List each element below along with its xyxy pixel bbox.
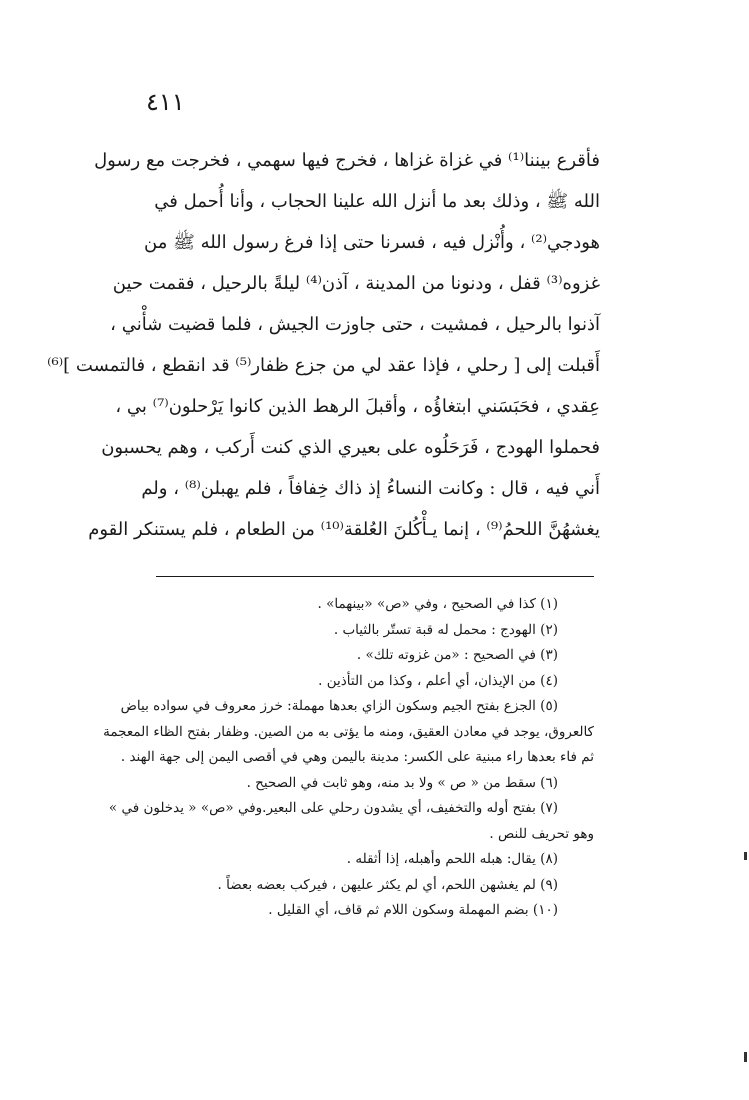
body-line: عِقدي ، فحَبَسَني ابتغاؤُه ، وأقبلَ الرهط الذين كانوا يَرْحلون⁽⁷⁾ بي ، xyxy=(115,396,600,417)
footnotes xyxy=(103,592,594,924)
body-line: الله ﷺ ، وذلك بعد ما أنزل الله علينا الحجاب ، وأنا أُحمل في xyxy=(154,191,600,212)
body-line: فحملوا الهودج ، فَرَحَلُوه على بعيري الذي كنت أَركب ، وهم يحسبون xyxy=(101,437,600,458)
body-line: أَقبلت إلى [ رحلي ، فإذا عقد لي من جزع ظفار⁽⁵⁾ قد انقطع ، فالتمست ]⁽⁶⁾ xyxy=(47,355,600,376)
footnote-line: (٩) لم يغشهن اللحم، أي لم يكثر عليهن ، فيركب بعضه بعضاً . xyxy=(217,876,558,893)
body-line: يغشهُنَّ اللحمُ⁽⁹⁾ ، إنما يـأْكُلنَ العُلقة⁽¹⁰⁾ من الطعام ، فلم يستنكر القوم xyxy=(88,519,600,540)
body-line: فأقرع بيننا⁽¹⁾ في غزاة غزاها ، فخرج فيها سهمي ، فخرجت مع رسول xyxy=(94,150,600,171)
body-text xyxy=(47,140,600,550)
footnote-line: (٦) سقط من « ص » ولا بد منه، وهو ثابت في الصحيح . xyxy=(246,774,558,791)
footnote-line: (١) كذا في الصحيح ، وفي «ص» «بينهما» . xyxy=(317,596,558,612)
footnote-divider xyxy=(156,576,594,577)
page-number: ٤١١ xyxy=(146,88,185,116)
body-line: أَني فيه ، قال : وكانت النساءُ إذ ذاك خِفافاً ، فلم يهبلن⁽⁸⁾ ، ولم xyxy=(141,478,600,499)
scan-mark xyxy=(744,852,747,860)
footnote-line: (١٠) بضم المهملة وسكون اللام ثم قاف، أي القليل . xyxy=(268,902,558,918)
body-line: هودجي⁽²⁾ ، وأُنْزل فيه ، فسرنا حتى إذا فرغ رسول الله ﷺ من xyxy=(144,232,600,253)
footnote-line: ثم فاء بعدها راء مبنية على الكسر: مدينة باليمن وهي في أقصى اليمن إلى جهة الهند . xyxy=(120,749,594,765)
body-line: غزوه⁽³⁾ قفل ، ودنونا من المدينة ، آذن⁽⁴⁾ ليلةً بالرحيل ، فقمت حين xyxy=(112,273,600,294)
footnote-line: وهو تحريف للنص . xyxy=(489,825,594,842)
footnote-line: (٤) من الإيذان، أي أعلم ، وكذا من التأذين . xyxy=(318,672,558,689)
scan-mark xyxy=(744,1052,747,1062)
footnote-line: (٥) الجزع بفتح الجيم وسكون الزاي بعدها مهملة: خرز معروف في سواده بياض xyxy=(120,698,558,714)
footnote-line: (٣) في الصحيح : «من غزوته تلك» . xyxy=(356,647,558,663)
footnote-line: (٧) بفتح أوله والتخفيف، أي يشدون رحلي على البعير.وفي «ص» « يدخلون في » xyxy=(108,800,558,816)
footnote-line: (٢) الهودج : محمل له قبة تستّر بالثياب . xyxy=(333,621,558,638)
footnote-line: كالعروق، يوجد في معادن العقيق، ومنه ما يؤتى به من الصين. وظفار بفتح الظاء المعجمة xyxy=(103,723,594,740)
body-line: آذنوا بالرحيل ، فمشيت ، حتى جاوزت الجيش ، فلما قضيت شأْني ، xyxy=(110,314,600,335)
footnote-line: (٨) يقال: هبله اللحم وأهبله، إذا أثقله . xyxy=(346,851,558,867)
